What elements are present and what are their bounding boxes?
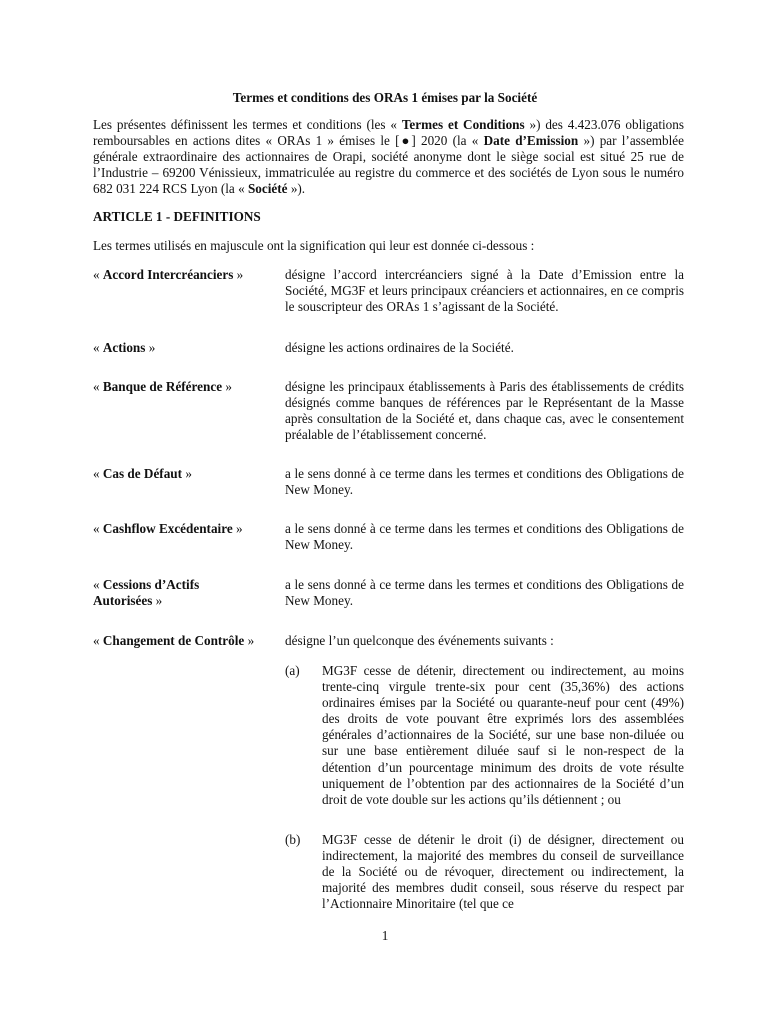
intro-bold-2: Date d’Emission (483, 133, 579, 149)
subitem-label: (a) (285, 663, 300, 678)
definition-term: « Cashflow Excédentaire » (93, 521, 243, 536)
term-label: Accord Intercréanciers (102, 267, 234, 282)
definition-text: désigne l’accord intercréanciers signé à la Date d’Emission entre la Société, MG3F et leurs principaux créanciers et actionnaires, en ce compris le souscripteur des ORAs 1 s’agissant de la Société. (285, 267, 684, 315)
term-label: Changement de Contrôle (102, 633, 245, 648)
definition-term: « Changement de Contrôle » (93, 633, 255, 648)
term-label: Cas de Défaut (102, 466, 183, 481)
intro-text-4: »). (287, 181, 306, 197)
intro-bold-1: Termes et Conditions (401, 117, 525, 132)
definition-term: « Accord Intercréanciers » (93, 267, 244, 282)
term-label: Cashflow Excédentaire (102, 521, 233, 536)
page-number: 1 (381, 928, 389, 943)
definition-text: désigne les principaux établissements à Paris des établissements de crédits désignés comme banques de références par le Représentant de la Masse après consultation de la Société et, dans chaque cas, avec le consentement préalable de l’établissement concerné. (285, 379, 684, 443)
article-heading: ARTICLE 1 - DEFINITIONS (93, 209, 261, 224)
definition-text: désigne les actions ordinaires de la Société. (285, 340, 514, 355)
term-label: Banque de Référence (102, 379, 223, 394)
definition-term: « Actions » (93, 340, 156, 355)
definition-text: a le sens donné à ce terme dans les termes et conditions des Obligations de New Money. (285, 521, 684, 553)
definition-term: « Cessions d’Actifs Autorisées » (93, 577, 200, 609)
term-label: Actions (102, 340, 146, 355)
intro-bold-3: Société (247, 181, 288, 197)
definition-term: « Cas de Défaut » (93, 466, 192, 481)
definition-term: « Banque de Référence » (93, 379, 232, 394)
intro-text-1: Les présentes définissent les termes et conditions (les « (93, 117, 402, 132)
subitem-text: MG3F cesse de détenir, directement ou indirectement, au moins trente-cinq virgule trente-six pour cent (35,36%) des actions ordinaires émises par la Société ou quarante-neuf pour cent (49%) des droits de vote pouvant être exprimés lors des assemblées générales d’actionnaires de la Société, sur une base non-diluée ou sur une base entièrement diluée sauf si le non-respect de la détention d’un pourcentage minimum des droits de vote résulte uniquement de l’obtention par des actionnaires de la Société d’un droit de vote double sur les actions qu’ils détiennent ; ou (322, 663, 684, 807)
lead-paragraph: Les termes utilisés en majuscule ont la signification qui leur est donnée ci-dessous : (93, 238, 535, 253)
term-label: Cessions d’Actifs Autorisées (93, 577, 200, 609)
subitem-label: (b) (285, 832, 301, 847)
definition-text: a le sens donné à ce terme dans les termes et conditions des Obligations de New Money. (285, 577, 684, 609)
intro-paragraph (93, 117, 684, 197)
intro-text-3: ») par l’assemblée générale extraordinaire des actionnaires de Orapi, société anonyme dont le siège social est situé 25 rue de l’Industrie – 69200 Vénissieux, immatriculée au registre du commerce et des sociétés de Lyon sous le numéro 682 031 224 RCS Lyon (la « (93, 133, 685, 197)
subitem-text: MG3F cesse de détenir le droit (i) de désigner, directement ou indirectement, la majorité des membres du conseil de surveillance de la Société ou de révoquer, directement ou indirectement, la majorité des membres dudit conseil, sous réserve du respect par l’Actionnaire Minoritaire (tel que ce (322, 832, 684, 912)
intro-text-2: ») des 4.423.076 obligations remboursables en actions dites « ORAs 1 » émises le [●] 2020 (la « (93, 117, 684, 149)
definition-text: a le sens donné à ce terme dans les termes et conditions des Obligations de New Money. (285, 466, 684, 498)
document-title: Termes et conditions des ORAs 1 émises par la Société (232, 90, 538, 105)
definition-text: désigne l’un quelconque des événements suivants : (285, 633, 554, 648)
